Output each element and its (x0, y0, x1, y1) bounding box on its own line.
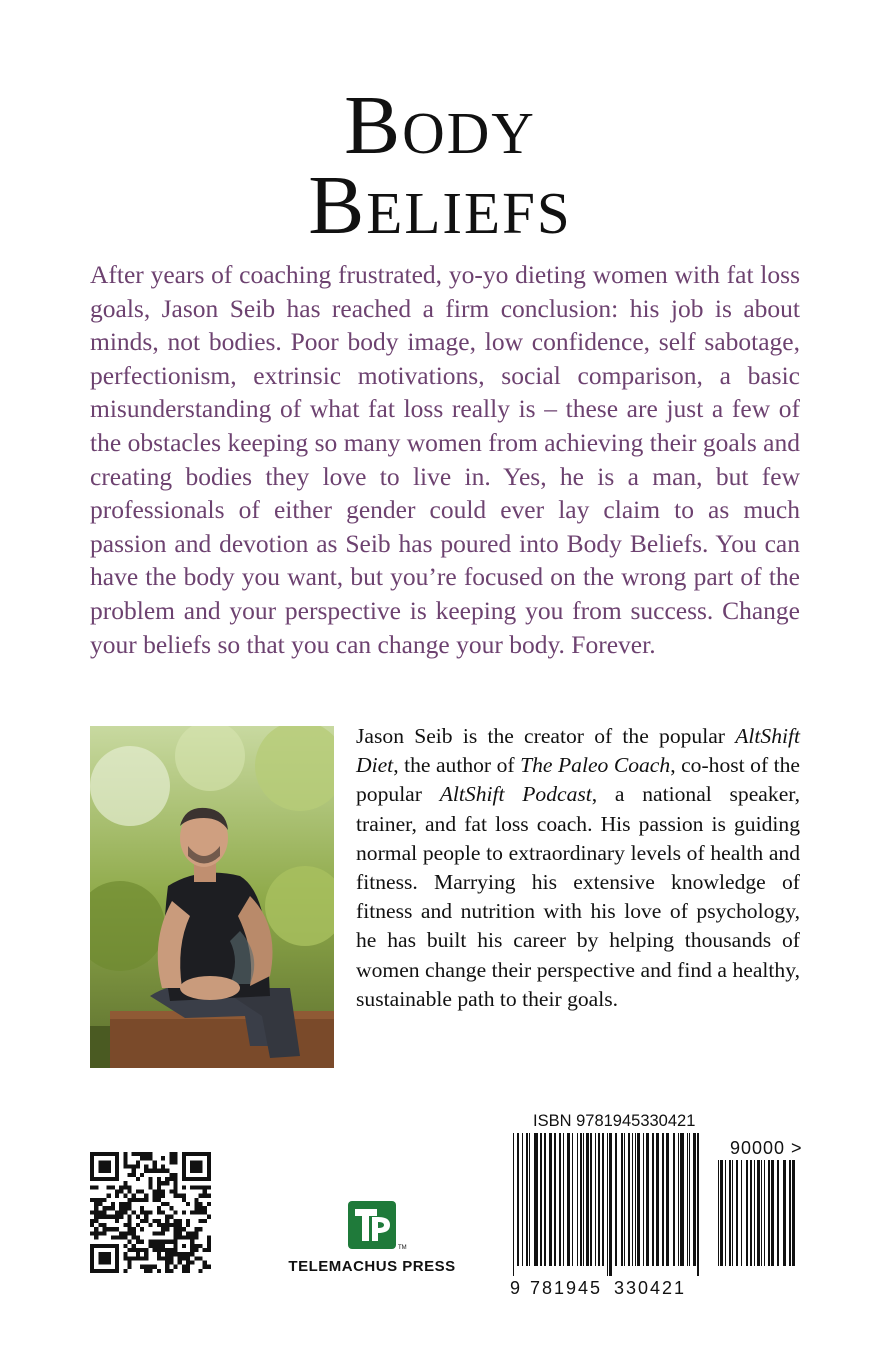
author-bio-text-4: , a national speaker, trainer, and fat loss coach. His passion is guiding normal people to extraordinary levels of health and fitness. Marrying his extensive knowledge of fitness and nutrition with his love of psychology, he has built his career by helping thousands of women change their perspective and find a healthy, sustainable path to their goals. (356, 782, 801, 1011)
author-bio-text-3: , co-host of the popular (356, 753, 801, 807)
author-bio (356, 722, 800, 1014)
author-bio-book-title: The Paleo Coach (520, 753, 671, 778)
book-title-line-2: Beliefs (308, 159, 572, 252)
telemachus-press-logo-icon (348, 1201, 396, 1249)
author-bio-text-1: Jason Seib is the creator of the popular (356, 724, 736, 748)
book-title-line-1: Body (344, 79, 536, 172)
author-bio-podcast-title: AltShift Podcast (439, 782, 592, 807)
author-photo-illustration (90, 726, 334, 1068)
isbn-label: ISBN 9781945330421 (533, 1112, 696, 1130)
barcode-digits-left: 781945 (530, 1278, 603, 1298)
author-photo (90, 726, 334, 1068)
book-blurb: After years of coaching frustrated, yo-yo dieting women with fat loss goals, Jason Seib has reached a firm conclusion: his job is about minds, not bodies. Poor body image, low confidence, self sabotage, perfectionism, extrinsic motivations, social comparison, a basic misunderstanding of what fat loss really is – these are just a few of the obstacles keeping so many women from achieving their goals and creating bodies they love to live in. Yes, he is a man, but few professionals of either gender could ever lay claim to as much passion and devotion as Seib has poured into Body Beliefs. You can have the body you want, but you’re focused on the wrong part of the problem and your perspective is keeping you from success. Change your beliefs so that you can change your body. Forever. (90, 260, 800, 659)
price-barcode (717, 1160, 797, 1276)
trademark-symbol: TM (398, 1245, 407, 1251)
price-code: 90000 > (730, 1138, 803, 1158)
barcode-digits-right: 330421 (614, 1278, 687, 1298)
barcode-lead-digit: 9 (510, 1278, 521, 1298)
qr-code (90, 1152, 211, 1273)
publisher-name: TELEMACHUS PRESS (288, 1258, 456, 1275)
author-bio-text-2: , the author of (393, 753, 521, 778)
isbn-barcode (512, 1133, 702, 1276)
author-bio-diet-title: AltShift Diet (356, 724, 800, 778)
